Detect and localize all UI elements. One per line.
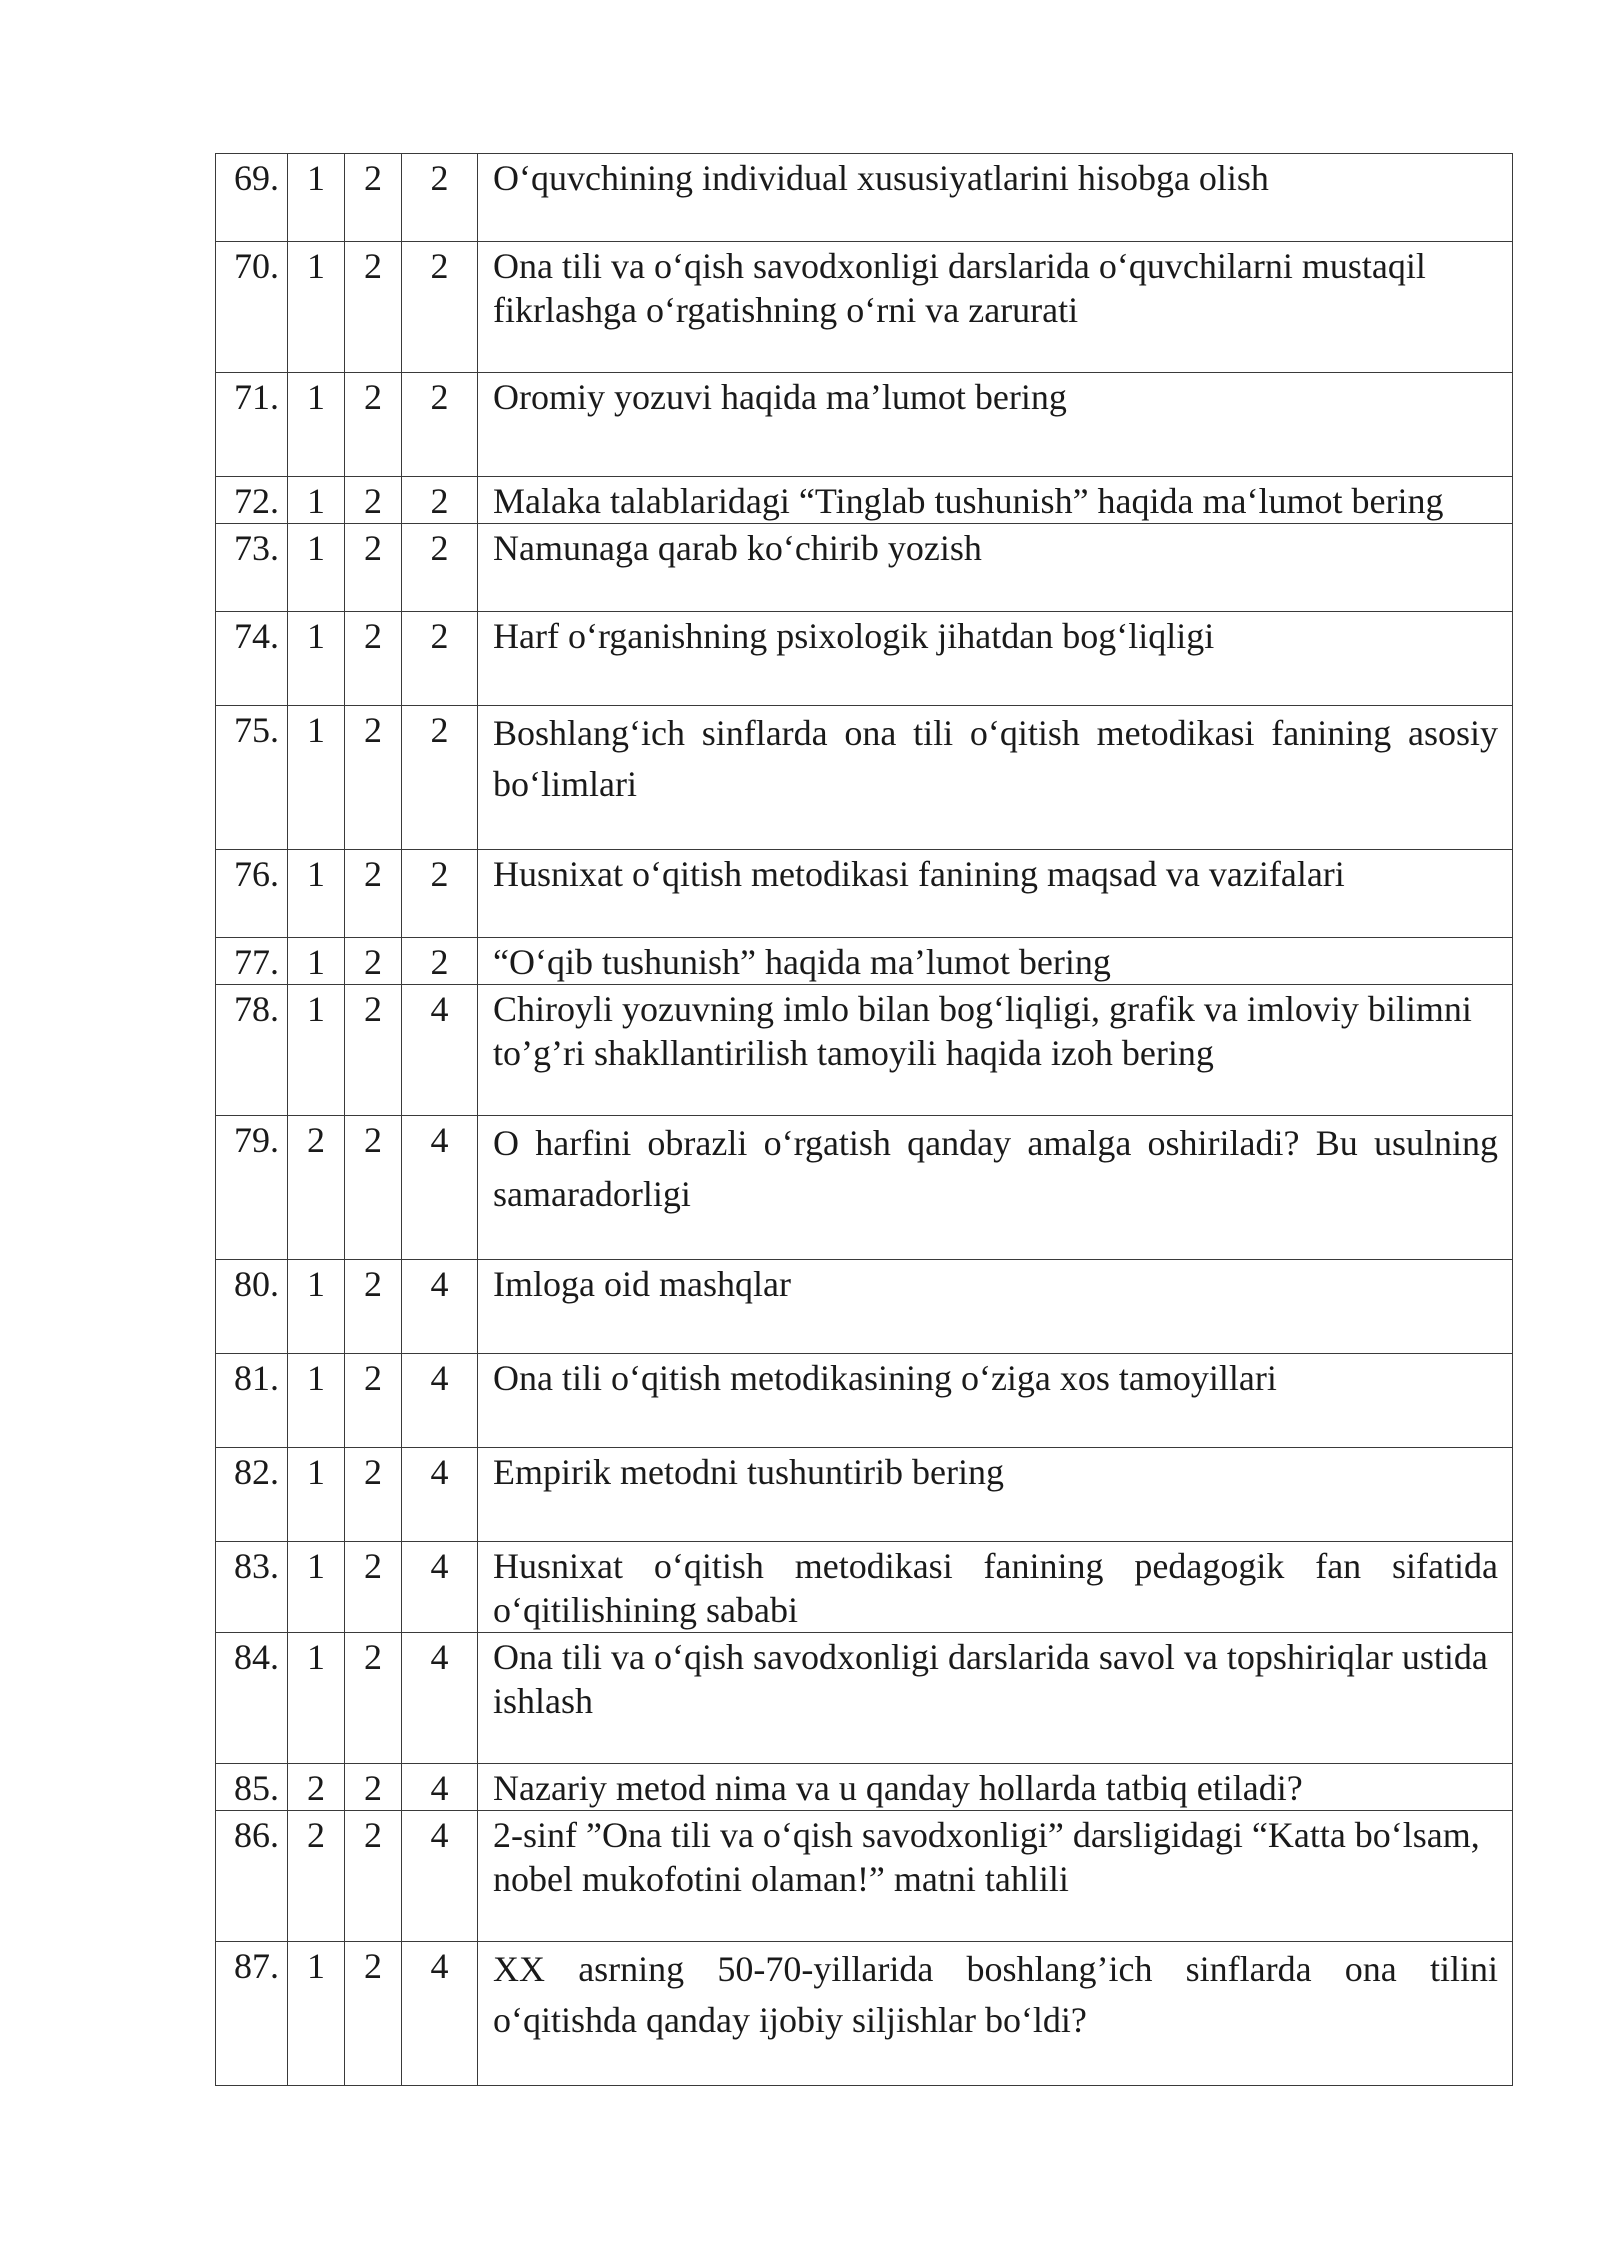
col-1-value: 1: [288, 985, 345, 1116]
table-row: [216, 985, 1513, 1116]
row-number: 72.: [216, 477, 288, 524]
col-2-value: 2: [345, 1448, 402, 1542]
question-text: Husnixat o‘qitish metodikasi fanining pedagogik fan sifatida o‘qitilishining sababi: [478, 1542, 1513, 1633]
table-row: [216, 1354, 1513, 1448]
col-1-value: 1: [288, 373, 345, 477]
col-2-value: 2: [345, 477, 402, 524]
col-2-value: 2: [345, 1942, 402, 2086]
row-number: 78.: [216, 985, 288, 1116]
table-row: [216, 938, 1513, 985]
col-3-value: 4: [402, 1354, 478, 1448]
col-2-value: 2: [345, 1764, 402, 1811]
col-2-value: 2: [345, 373, 402, 477]
col-2-value: 2: [345, 1116, 402, 1260]
table-row: [216, 373, 1513, 477]
col-2-value: 2: [345, 706, 402, 850]
row-number: 82.: [216, 1448, 288, 1542]
row-number: 71.: [216, 373, 288, 477]
col-1-value: 1: [288, 1354, 345, 1448]
row-number: 80.: [216, 1260, 288, 1354]
table-row: [216, 612, 1513, 706]
col-3-value: 4: [402, 985, 478, 1116]
col-1-value: 2: [288, 1764, 345, 1811]
table-row: [216, 242, 1513, 373]
col-1-value: 1: [288, 524, 345, 612]
col-2-value: 2: [345, 242, 402, 373]
row-number: 73.: [216, 524, 288, 612]
col-1-value: 1: [288, 477, 345, 524]
col-3-value: 2: [402, 477, 478, 524]
row-number: 81.: [216, 1354, 288, 1448]
col-1-value: 2: [288, 1116, 345, 1260]
col-2-value: 2: [345, 1542, 402, 1633]
col-1-value: 1: [288, 706, 345, 850]
row-number: 84.: [216, 1633, 288, 1764]
col-1-value: 1: [288, 154, 345, 242]
col-2-value: 2: [345, 1260, 402, 1354]
col-2-value: 2: [345, 850, 402, 938]
row-number: 79.: [216, 1116, 288, 1260]
table-row: [216, 524, 1513, 612]
col-3-value: 4: [402, 1116, 478, 1260]
row-number: 76.: [216, 850, 288, 938]
question-text: O harfini obrazli o‘rgatish qanday amalga oshiriladi? Bu usulning samaradorligi: [478, 1116, 1513, 1260]
col-1-value: 1: [288, 242, 345, 373]
col-3-value: 2: [402, 524, 478, 612]
question-text: Ona tili va o‘qish savodxonligi darslarida savol va topshiriqlar ustida ishlash: [478, 1633, 1513, 1764]
question-text: Nazariy metod nima va u qanday hollarda tatbiq etiladi?: [478, 1764, 1513, 1811]
col-3-value: 2: [402, 850, 478, 938]
question-text: Husnixat o‘qitish metodikasi fanining maqsad va vazifalari: [478, 850, 1513, 938]
table-row: [216, 706, 1513, 850]
col-2-value: 2: [345, 612, 402, 706]
question-text: Chiroyli yozuvning imlo bilan bog‘liqligi, grafik va imloviy bilimni to’g’ri shakllantirilish tamoyili haqida izoh bering: [478, 985, 1513, 1116]
row-number: 74.: [216, 612, 288, 706]
col-3-value: 4: [402, 1942, 478, 2086]
col-3-value: 2: [402, 706, 478, 850]
row-number: 75.: [216, 706, 288, 850]
col-2-value: 2: [345, 1811, 402, 1942]
col-3-value: 2: [402, 154, 478, 242]
row-number: 77.: [216, 938, 288, 985]
row-number: 69.: [216, 154, 288, 242]
col-3-value: 4: [402, 1260, 478, 1354]
col-3-value: 2: [402, 612, 478, 706]
col-2-value: 2: [345, 1354, 402, 1448]
table-row: [216, 1448, 1513, 1542]
table-row: [216, 154, 1513, 242]
col-2-value: 2: [345, 524, 402, 612]
row-number: 86.: [216, 1811, 288, 1942]
question-text: Imloga oid mashqlar: [478, 1260, 1513, 1354]
col-3-value: 4: [402, 1811, 478, 1942]
col-1-value: 1: [288, 612, 345, 706]
table-row: [216, 1116, 1513, 1260]
col-3-value: 4: [402, 1542, 478, 1633]
question-text: Oromiy yozuvi haqida ma’lumot bering: [478, 373, 1513, 477]
question-text: Ona tili o‘qitish metodikasining o‘ziga xos tamoyillari: [478, 1354, 1513, 1448]
table-row: [216, 477, 1513, 524]
col-1-value: 1: [288, 1633, 345, 1764]
question-text: Malaka talablaridagi “Tinglab tushunish” haqida ma‘lumot bering: [478, 477, 1513, 524]
row-number: 83.: [216, 1542, 288, 1633]
table-row: [216, 1260, 1513, 1354]
question-text: Harf o‘rganishning psixologik jihatdan bog‘liqligi: [478, 612, 1513, 706]
row-number: 87.: [216, 1942, 288, 2086]
table-row: [216, 850, 1513, 938]
col-2-value: 2: [345, 938, 402, 985]
row-number: 85.: [216, 1764, 288, 1811]
table-row: [216, 1811, 1513, 1942]
col-3-value: 4: [402, 1633, 478, 1764]
question-text: “O‘qib tushunish” haqida ma’lumot bering: [478, 938, 1513, 985]
col-3-value: 4: [402, 1764, 478, 1811]
table-row: [216, 1942, 1513, 2086]
table-row: [216, 1633, 1513, 1764]
question-text: Namunaga qarab ko‘chirib yozish: [478, 524, 1513, 612]
col-1-value: 1: [288, 850, 345, 938]
question-text: XX asrning 50-70-yillarida boshlang’ich sinflarda ona tilini o‘qitishda qanday ijobiy siljishlar bo‘ldi?: [478, 1942, 1513, 2086]
col-2-value: 2: [345, 1633, 402, 1764]
col-1-value: 1: [288, 938, 345, 985]
question-text: O‘quvchining individual xususiyatlarini hisobga olish: [478, 154, 1513, 242]
col-1-value: 2: [288, 1811, 345, 1942]
row-number: 70.: [216, 242, 288, 373]
questions-table: [215, 153, 1513, 2086]
question-text: Empirik metodni tushuntirib bering: [478, 1448, 1513, 1542]
col-2-value: 2: [345, 985, 402, 1116]
col-3-value: 2: [402, 938, 478, 985]
table-row: [216, 1542, 1513, 1633]
question-text: Ona tili va o‘qish savodxonligi darslarida o‘quvchilarni mustaqil fikrlashga o‘rgatishning o‘rni va zarurati: [478, 242, 1513, 373]
question-text: 2-sinf ”Ona tili va o‘qish savodxonligi” darsligidagi “Katta bo‘lsam, nobel mukofotini olaman!” matni tahlili: [478, 1811, 1513, 1942]
col-3-value: 2: [402, 242, 478, 373]
col-1-value: 1: [288, 1260, 345, 1354]
col-1-value: 1: [288, 1542, 345, 1633]
table-row: [216, 1764, 1513, 1811]
col-3-value: 2: [402, 373, 478, 477]
col-2-value: 2: [345, 154, 402, 242]
col-1-value: 1: [288, 1942, 345, 2086]
col-3-value: 4: [402, 1448, 478, 1542]
col-1-value: 1: [288, 1448, 345, 1542]
question-text: Boshlang‘ich sinflarda ona tili o‘qitish metodikasi fanining asosiy bo‘limlari: [478, 706, 1513, 850]
